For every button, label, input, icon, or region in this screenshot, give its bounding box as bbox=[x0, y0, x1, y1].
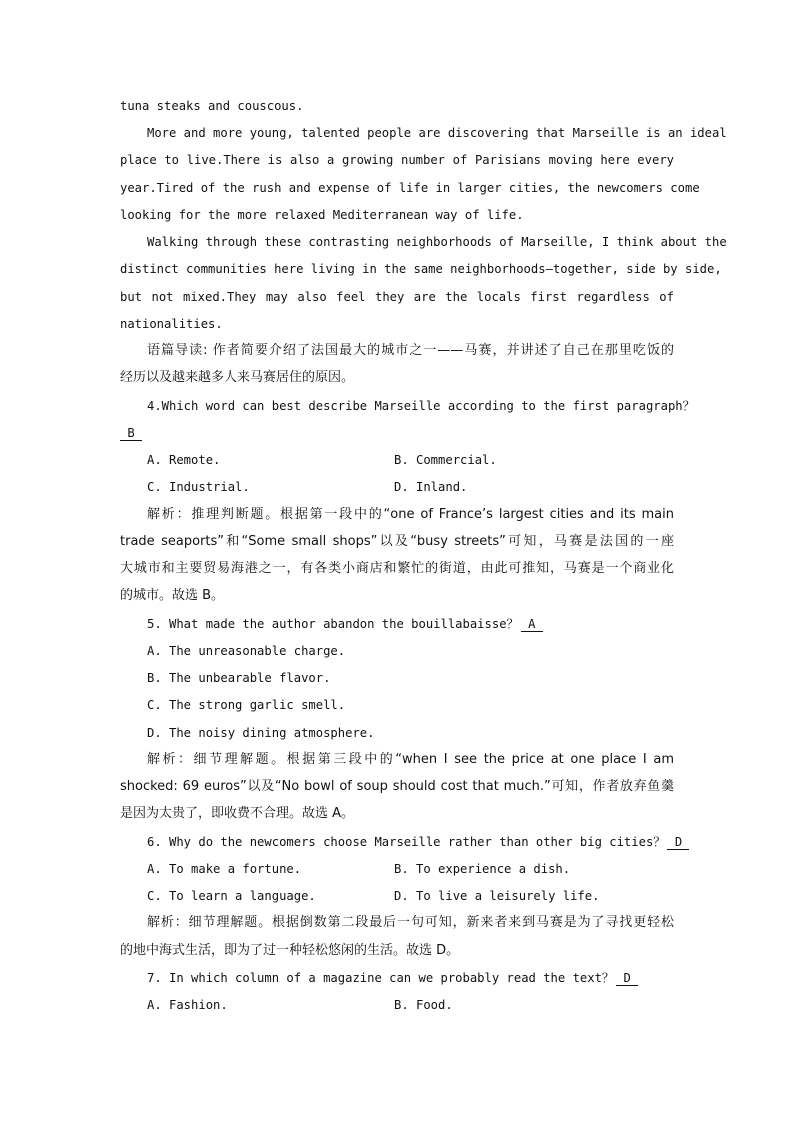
question-6-stem-line bbox=[147, 831, 683, 853]
passage-line: tuna steaks and couscous. bbox=[120, 99, 304, 113]
passage-line: looking for the more relaxed Mediterranean way of life. bbox=[120, 208, 524, 222]
passage-line: Walking through these contrasting neighborhoods of Marseille, I think about the bbox=[147, 235, 727, 249]
question-4-stem: 4.Which word can best describe Marseille according to the first paragraph？ bbox=[147, 399, 695, 413]
question-6-stem: 6. Why do the newcomers choose Marseille rather than other big cities？ bbox=[147, 835, 666, 849]
question-5-analysis: shocked: 69 euros”以及“No bowl of soup should cost that much.”可知，作者放弃鱼羹 bbox=[120, 779, 674, 794]
passage-line: but not mixed.They may also feel they are the locals first regardless of bbox=[120, 290, 674, 304]
question-4-answer: B bbox=[120, 426, 142, 441]
question-4-analysis: 的城市。故选 B。 bbox=[120, 588, 225, 603]
passage-line: place to live.There is also a growing number of Parisians moving here every bbox=[120, 153, 674, 167]
question-5-stem-line bbox=[147, 613, 674, 635]
passage-line: distinct communities here living in the same neighborhoods—together, side by side, bbox=[120, 262, 722, 276]
question-4-answer-line bbox=[120, 422, 674, 444]
question-7-answer: D bbox=[616, 971, 638, 986]
question-5-answer: A bbox=[521, 617, 543, 632]
passage-line: More and more young, talented people are discovering that Marseille is an ideal bbox=[147, 126, 727, 140]
passage-line: year.Tired of the rush and expense of life in larger cities, the newcomers come bbox=[120, 181, 700, 195]
question-5-option-d: D. The noisy dining atmosphere. bbox=[147, 726, 375, 740]
question-4-analysis: 大城市和主要贸易海港之一，有各类小商店和繁忙的街道，由此可推知，马赛是一个商业化 bbox=[120, 561, 674, 576]
question-6-answer: D bbox=[667, 835, 689, 850]
question-5-option-c: C. The strong garlic smell. bbox=[147, 698, 346, 712]
question-4-analysis: trade seaports”和“Some small shops”以及“busy streets”可知，马赛是法国的一座 bbox=[120, 534, 674, 549]
passage-line: nationalities. bbox=[120, 317, 223, 331]
question-5-option-a: A. The unreasonable charge. bbox=[147, 644, 346, 658]
question-6-option-a: A. To make a fortune. bbox=[147, 862, 302, 876]
reading-guide: 语篇导读: 作者简要介绍了法国最大的城市之一——马赛，并讲述了自己在那里吃饭的 bbox=[147, 343, 674, 358]
question-6-option-c: C. To learn a language. bbox=[147, 889, 316, 903]
question-7-stem-line bbox=[147, 967, 674, 989]
question-5-analysis: 是因为太贵了，即收费不合理。故选 A。 bbox=[120, 806, 355, 821]
question-6-option-d: D. To live a leisurely life. bbox=[394, 889, 600, 903]
question-4-option-d: D. Inland. bbox=[394, 480, 468, 494]
question-6-analysis: 的地中海式生活，即为了过一种轻松悠闲的生活。故选 D。 bbox=[120, 943, 460, 958]
question-4-analysis: 解析：推理判断题。根据第一段中的“one of France’s largest cities and its main bbox=[147, 507, 674, 522]
question-7-option-b: B. Food. bbox=[394, 998, 453, 1012]
question-4-option-c: C. Industrial. bbox=[147, 480, 250, 494]
question-4-option-b: B. Commercial. bbox=[394, 453, 497, 467]
question-4-option-a: A. Remote. bbox=[147, 453, 221, 467]
question-5-stem: 5. What made the author abandon the bouillabaisse？ bbox=[147, 617, 519, 631]
reading-guide: 经历以及越来越多人来马赛居住的原因。 bbox=[120, 370, 355, 385]
question-7-stem: 7. In which column of a magazine can we probably read the text？ bbox=[147, 971, 615, 985]
question-6-option-b: B. To experience a dish. bbox=[394, 862, 571, 876]
question-6-analysis: 解析：细节理解题。根据倒数第二段最后一句可知，新来者来到马赛是为了寻找更轻松 bbox=[147, 915, 674, 930]
question-5-analysis: 解析：细节理解题。根据第三段中的“when I see the price at one place I am bbox=[147, 752, 674, 767]
question-5-option-b: B. The unbearable flavor. bbox=[147, 671, 331, 685]
question-7-option-a: A. Fashion. bbox=[147, 998, 228, 1012]
